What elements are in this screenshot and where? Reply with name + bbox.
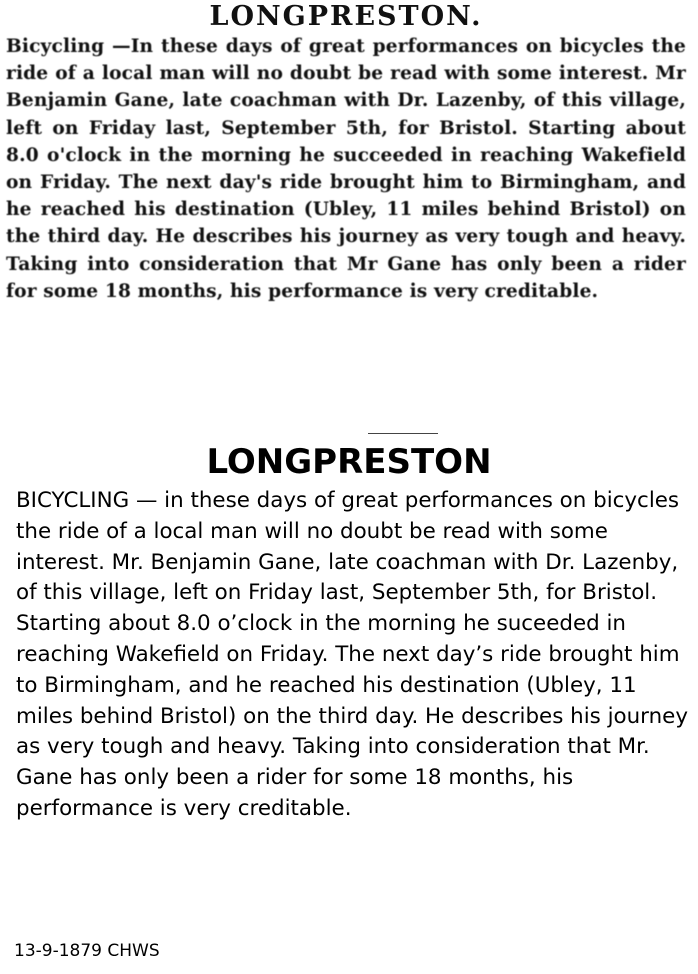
scan-headline: LONGPRESTON. — [209, 1, 483, 32]
newspaper-clipping-scan — [6, 0, 686, 400]
section-divider — [368, 433, 438, 434]
source-citation: 13-9-1879 CHWS — [14, 941, 160, 961]
transcript-article-text: BICYCLING — in these days of great performances on bicycles the ride of a local man will no doubt be read with some interest. Mr. Benjamin Gane, late coachman with Dr. Lazenby, of this village, left on Friday last, September 5th, for Bristol. Starting about 8.0 o’clock in the morning he suceeded in reaching Wakefield on Friday. The next day’s ride brought him to Birmingham, and he reached his destination (Ubley, 11 miles behind Bristol) on the third day. He describes his journey as very tough and heavy. Taking into consideration that Mr. Gane has only been a rider for some 18 months, his performance is very creditable. — [16, 488, 688, 821]
scan-article-text: Bicycling —In these days of great performances on bicycles the ride of a local man will no doubt be read with some interest. Mr Benjamin Gane, late coachman with Dr. Lazenby, of this village, left on Friday last, September 5th, for Bristol. Starting about 8.0 o'clock in the morning he succeeded in reaching Wakefield on Friday. The next day's ride brought him to Birmingham, and he reached his destination (Ubley, 11 miles behind Bristol) on the third day. He describes his journey as very tough and heavy. Taking into consideration that Mr Gane has only been a rider for some 18 months, his performance is very creditable. — [6, 36, 686, 302]
transcript-headline: LONGPRESTON — [206, 442, 492, 482]
